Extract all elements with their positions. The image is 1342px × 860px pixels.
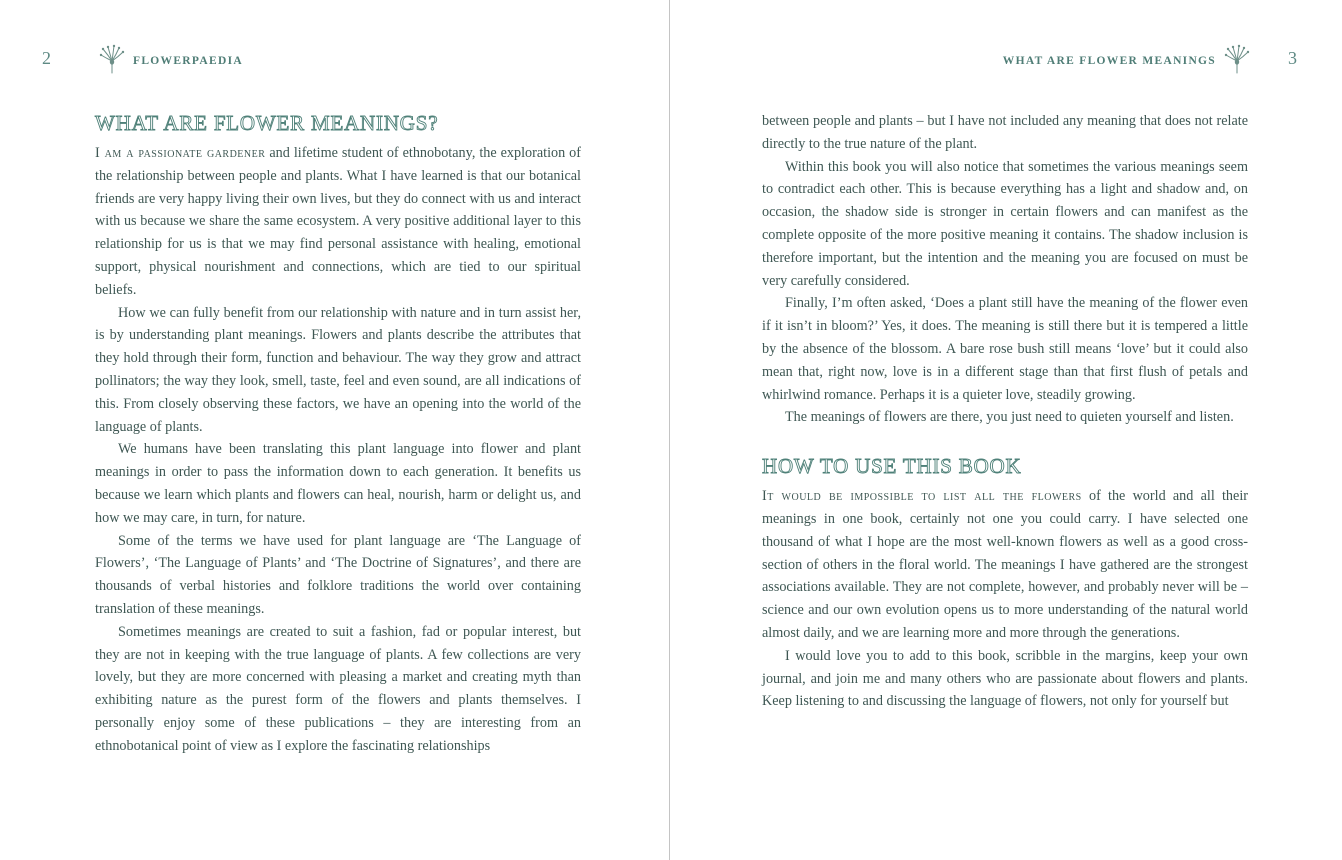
section-heading: HOW TO USE THIS BOOK [762, 454, 1022, 479]
paragraph: I would love you to add to this book, scribble in the margins, keep your own journal, and join me and many others who are passionate about flowers and plants. Keep listening to and discussing the language of flowers, not only for yourself but [762, 647, 1248, 710]
paragraph: How we can fully benefit from our relationship with nature and in turn assist her, is by understanding plant meanings. Flowers and plants describe the attributes that they hold through their form, function and behaviour. The way they grow and attract pollinators; the way they look, smell, taste, feel and even sound, are all indications of this. From closely observing these factors, we have an opening into the world of the language of plants. [95, 304, 581, 435]
paragraph: Within this book you will also notice that sometimes the various meanings seem to contradict each other. This is because everything has a light and shadow and, on occasion, the shadow side is stronger in certain flowers and can manifest as the complete opposite of the more positive meaning it contains. The shadow inclusion is therefore important, but the intention and the meaning you are focused on must be very carefully considered. [762, 158, 1248, 289]
paragraph: Finally, I’m often asked, ‘Does a plant still have the meaning of the flower even if it isn’t in bloom?’ Yes, it does. The meaning is still there but it is tempered a little by the absence of the blossom. A bare rose bush still means ‘love’ but it could also mean that, right now, love is in a different stage than that first flush of petals and whirlwind romance. Perhaps it is a quieter love, steadily growing. [762, 295, 1248, 403]
section-spacer [762, 429, 1248, 451]
paragraph [762, 485, 1248, 645]
page-number: 2 [42, 48, 51, 68]
page-number: 3 [1288, 48, 1297, 68]
text-column [95, 108, 581, 758]
right-page [670, 0, 1342, 860]
lead-in-smallcaps: It would be impossible to list all the flowers [762, 488, 1082, 505]
left-page [0, 0, 670, 860]
paragraph: Some of the terms we have used for plant language are ‘The Language of Flowers’, ‘The Language of Plants’ and ‘The Doctrine of Signatures’, and there are thousands of verbal histories and folklore traditions the world over containing translation of these meanings. [95, 532, 581, 617]
running-head: FLOWERPAEDIA [133, 55, 243, 67]
text-column [762, 110, 1248, 713]
paragraph: The meanings of flowers are there, you just need to quieten yourself and listen. [785, 409, 1234, 426]
flower-sprig-icon [1223, 43, 1251, 75]
paragraph: Sometimes meanings are created to suit a fashion, fad or popular interest, but they are not in keeping with the true language of plants. A few collections are very lovely, but they are more concerned with pleasing a market and creating myth than exhibiting nature as the purest form of the flowers and plants themselves. I personally enjoy some of these publications – they are interesting from an ethnobotanical point of view as I explore the fascinating relationships [95, 623, 581, 754]
continued-paragraph: between people and plants – but I have not included any meaning that does not relate directly to the true nature of the plant. [762, 113, 1248, 152]
paragraph [95, 142, 581, 302]
paragraph-text: of the world and all their meanings in one book, certainly not one you could carry. I have selected one thousand of what I hope are the most well-known flowers as well as a good cross-section of others in the floral world. The meanings I have gathered are the strongest associations available. They are not complete, however, and probably never will be – science and our own evolution opens us to more understanding of the natural world almost daily, and we are learning more and more through the generations. [762, 488, 1248, 641]
running-head: WHAT ARE FLOWER MEANINGS [1002, 55, 1216, 67]
paragraph: We humans have been translating this plant language into flower and plant meanings in order to pass the information down to each generation. It benefits us because we learn which plants and flowers can heal, nourish, harm or delight us, and how we may care, in turn, for nature. [95, 441, 581, 526]
section-heading: WHAT ARE FLOWER MEANINGS? [95, 111, 439, 135]
flower-sprig-icon [98, 43, 126, 75]
paragraph-text: and lifetime student of ethnobotany, the exploration of the relationship between people and plants. What I have learned is that our botanical friends are very happy living their own lives, but they do connect with us and interact with us because we share the same ecosystem. A very positive additional layer to this relationship for us is that we may find personal assistance with healing, emotional support, physical nourishment and connections, which are tied to our spiritual beliefs. [95, 145, 581, 298]
lead-in-smallcaps: I am a passionate gardener [95, 145, 266, 161]
